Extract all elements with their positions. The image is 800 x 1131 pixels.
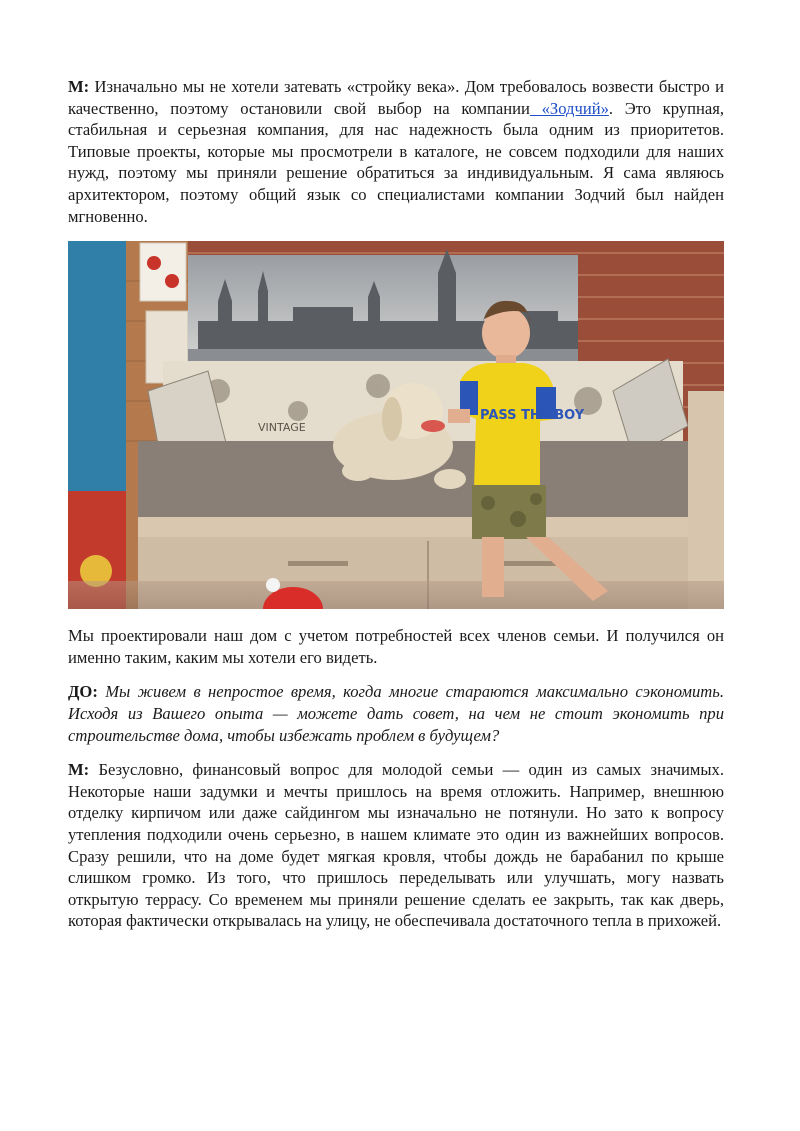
photo-boy-on-sofa — [68, 241, 724, 609]
speaker-label: М: — [68, 77, 90, 96]
shirt-print: PASS THE BOY — [480, 408, 585, 424]
paragraph-intro — [68, 76, 724, 227]
speaker-label: ДО: — [68, 682, 98, 702]
company-link[interactable]: «Зодчий» — [529, 98, 609, 118]
document-page — [68, 76, 724, 932]
paragraph-text: Изначально мы не хотели затевать «стройку века». Дом требовалось возвести быстро и качественно, поэтому остановили свой выбор на компании — [68, 77, 724, 118]
poster-label: VINTAGE — [258, 421, 306, 435]
paragraph-text: . Это крупная, стабильная и серьезная компания, для нас надежность была одним из приоритетов. Типовые проекты, которые мы просмотрели в каталоге, не совсем подходили для наших нужд, поэтому мы приняли решение обратиться за индивидуальным. Я сама являюсь архитектором, поэтому общий язык со специалистами компании Зодчий был найден мгновенно. — [68, 98, 724, 226]
paragraph-design: Мы проектировали наш дом с учетом потребностей всех членов семьи. И получился он именно таким, каким мы хотели его видеть. — [68, 626, 724, 667]
paragraph-text: Безусловно, финансовый вопрос для молодой семьи — один из самых значимых. Некоторые наши задумки и мечты пришлось на время отложить. Например, внешнюю отделку кирпичом или даже сайдингом мы изначально не потянули. Но зато к вопросу утепления подходили очень серьезно, в нашем климате это один из важнейших вопросов. Сразу решили, что на доме будет мягкая кровля, чтобы дождь не барабанил по крыше слишком громко. Из того, что пришлось переделывать или улучшать, могу назвать открытую террасу. Со временем мы приняли решение сделать ее закрыть, так как дверь, которая фактически открывалась на улицу, не обеспечивала достаточного тепла в прихожей. — [68, 760, 724, 931]
speaker-label: М: — [68, 760, 90, 780]
paragraph-question — [68, 681, 724, 746]
paragraph-answer — [68, 759, 724, 932]
paragraph-text: Мы живем в непростое время, когда многие стараются максимально сэкономить. Исходя из Вашего опыта — можете дать совет, на чем не стоит экономить при строительстве дома, чтобы избежать проблем в будущем? — [68, 682, 724, 745]
